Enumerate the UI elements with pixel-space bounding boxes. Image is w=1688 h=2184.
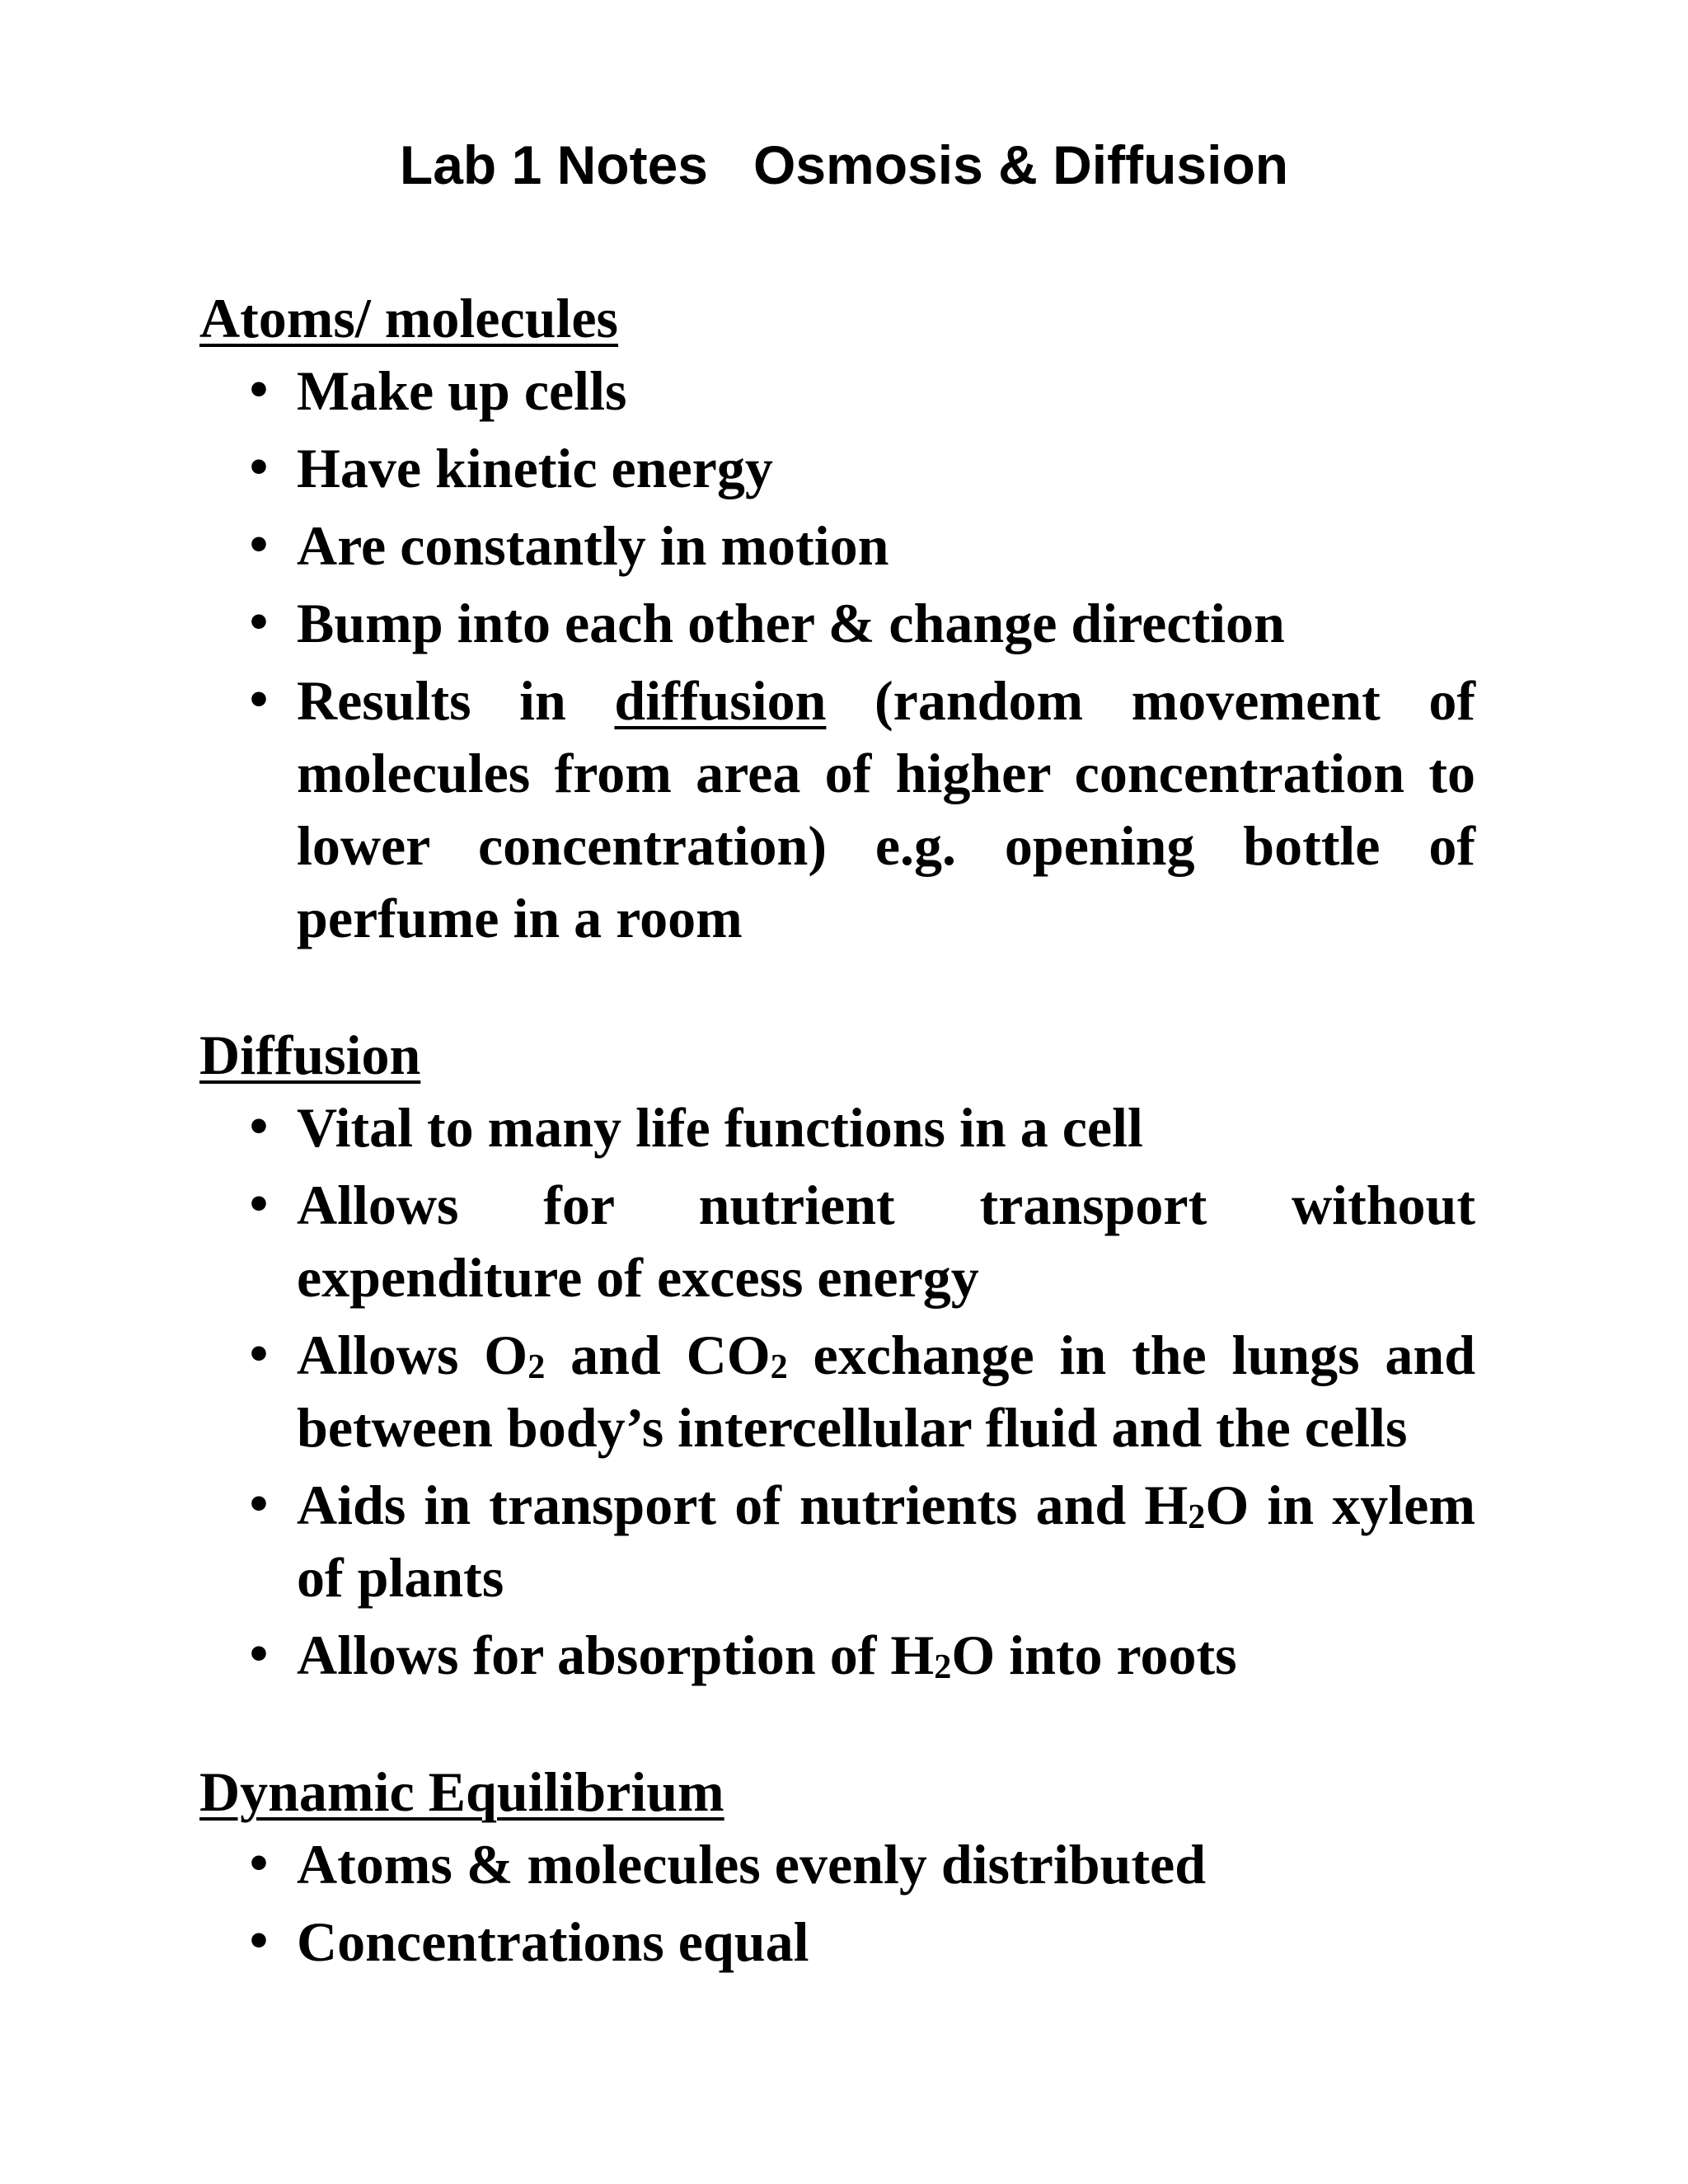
subscript: 2 [528,1347,546,1387]
bullet-icon: • [246,1631,272,1679]
bullet-icon: • [246,1918,272,1966]
list-item [199,1905,1475,1978]
text-run: Allows O [297,1324,528,1386]
list-item-text [297,1624,1237,1686]
bullet-list [199,1091,1475,1691]
text-run: O into roots [951,1624,1237,1686]
list-item-text: Vital to many life functions in a cell [297,1096,1143,1159]
list-item-text: Concentrations equal [297,1910,809,1973]
bullet-icon: • [246,599,272,647]
list-item [199,664,1475,954]
text-run: O in xylem of plants [297,1474,1475,1609]
section-heading: Dynamic Equilibrium [199,1760,724,1823]
list-item-text: Allows for nutrient transport without expenditure of excess energy [297,1174,1475,1309]
list-item [199,1619,1475,1691]
list-item [199,1091,1475,1164]
page-title: Lab 1 Notes Osmosis & Diffusion [399,134,1289,195]
bullet-icon: • [246,444,272,492]
list-item-text: Make up cells [297,359,627,422]
text-run: (random movement of molecules from area of higher concentration to lower concentration) e.g. opening bottle of perfume in a room [297,669,1475,949]
bullet-icon: • [246,522,272,569]
diffusion-term: diffusion [614,669,827,732]
bullet-list [199,354,1475,954]
section-diffusion [199,1019,1475,1691]
list-item [199,509,1475,582]
list-item [199,587,1475,659]
section-heading: Atoms/ molecules [199,287,619,349]
section-heading: Diffusion [199,1024,421,1086]
bullet-icon: • [246,1840,272,1888]
list-item [199,1469,1475,1614]
list-item-text: Bump into each other & change direction [297,592,1285,654]
list-item [199,1169,1475,1314]
list-item-text: Are constantly in motion [297,514,889,577]
subscript: 2 [770,1347,788,1387]
text-run: and CO [545,1324,771,1386]
text-run: Allows for absorption of H [297,1624,935,1686]
list-item [199,432,1475,504]
section-atoms-molecules [199,282,1475,954]
list-item-text [297,669,1475,949]
bullet-icon: • [246,1104,272,1151]
list-item [199,1828,1475,1900]
text-run: exchange in the lungs and between body’s intercellular fluid and the cells [297,1324,1476,1459]
section-dynamic-equilibrium [199,1755,1475,1978]
bullet-icon: • [246,367,272,415]
list-item [199,1319,1475,1464]
bullet-icon: • [246,677,272,724]
document-body [199,282,1475,1978]
list-item-text: Atoms & molecules evenly distributed [297,1833,1207,1896]
list-item-text [297,1474,1475,1609]
bullet-icon: • [246,1181,272,1229]
list-item-text: Have kinetic energy [297,437,773,499]
bullet-icon: • [246,1481,272,1529]
subscript: 2 [1188,1497,1206,1537]
bullet-icon: • [246,1331,272,1379]
list-item-text [297,1324,1475,1459]
text-run: Aids in transport of nutrients and H [297,1474,1189,1536]
text-run: Results in [297,669,615,732]
bullet-list [199,1828,1475,1978]
subscript: 2 [934,1647,952,1687]
list-item [199,354,1475,427]
